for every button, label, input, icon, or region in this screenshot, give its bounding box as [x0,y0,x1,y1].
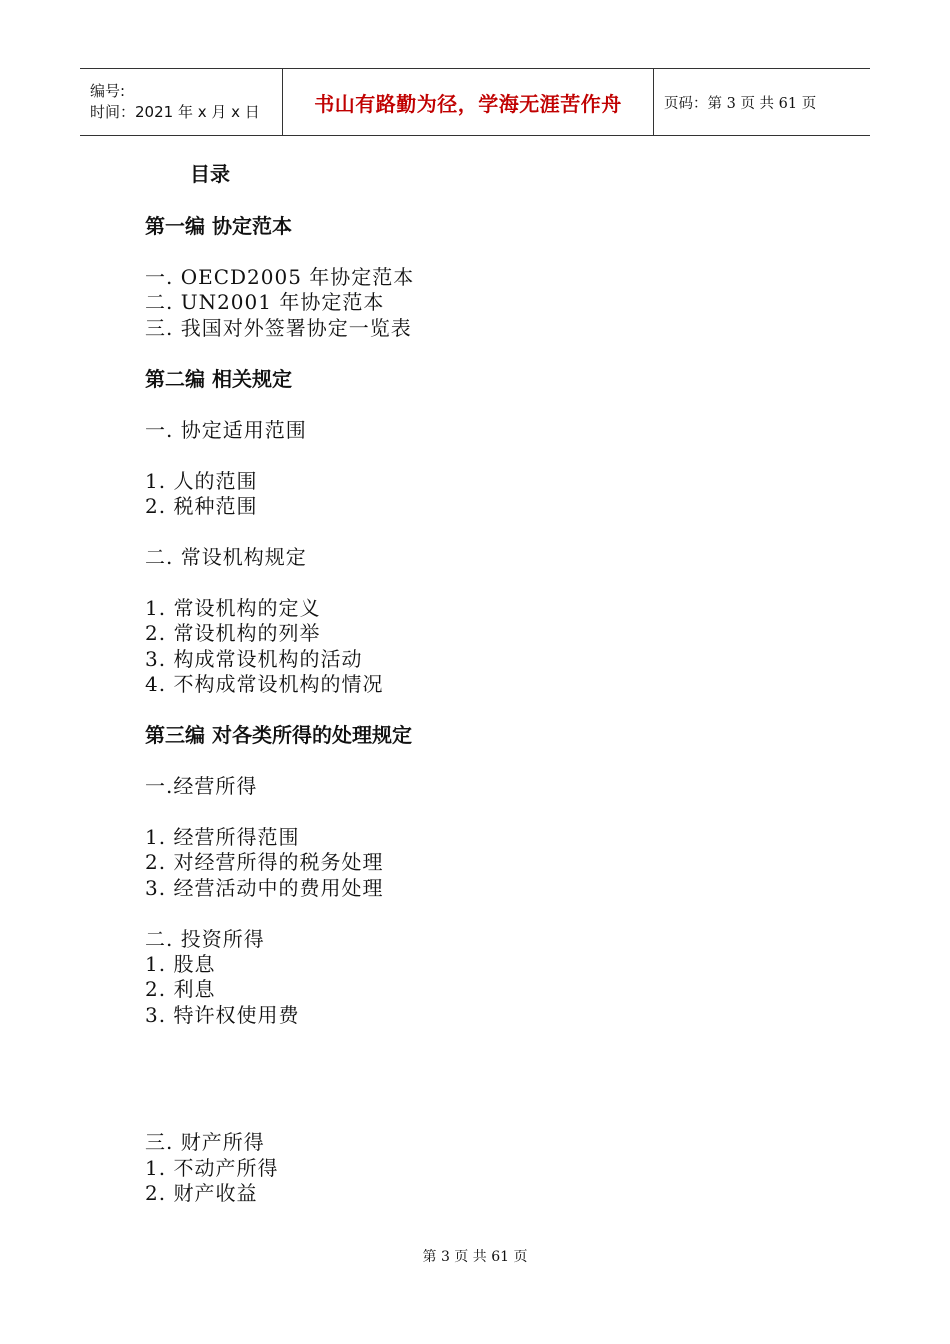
header-page-info: 页码：第 3 页 共 61 页 [664,95,817,112]
header-motto-cell [282,69,654,135]
part3-title: 第三编 对各类所得的处理规定 [145,723,412,747]
toc-title: 目录 [190,162,230,186]
toc-item: 1. 经营所得范围 [145,825,300,849]
toc-section: 三. 财产所得 [145,1130,265,1154]
header-page-info-cell [654,69,870,135]
toc-item: 1. 人的范围 [145,469,258,493]
toc-item: 2. 税种范围 [145,494,258,518]
toc-section: 一. 协定适用范围 [145,418,307,442]
toc-item: 一. OECD2005 年协定范本 [145,265,415,289]
toc-item: 三. 我国对外签署协定一览表 [145,316,412,340]
header-meta [80,69,282,135]
part2-title: 第二编 相关规定 [145,367,292,391]
toc-item: 2. 对经营所得的税务处理 [145,850,384,874]
part1-title: 第一编 协定范本 [145,214,292,238]
document-date: 时间：2021 年 x 月 x 日 [90,103,260,121]
header-motto: 书山有路勤为径，学海无涯苦作舟 [314,91,622,116]
toc-section: 一.经营所得 [145,774,258,798]
toc-item: 1. 不动产所得 [145,1156,279,1180]
toc-item: 2. 财产收益 [145,1181,258,1205]
toc-item: 3. 经营活动中的费用处理 [145,876,384,900]
page-footer: 第 3 页 共 61 页 [422,1249,528,1265]
toc-section: 二. 投资所得 [145,927,265,951]
toc-item: 2. 常设机构的列举 [145,621,321,645]
toc-item: 4. 不构成常设机构的情况 [145,672,384,696]
toc-item: 3. 特许权使用费 [145,1003,300,1027]
toc-item: 3. 构成常设机构的活动 [145,647,363,671]
toc-item: 2. 利息 [145,977,216,1001]
toc-section: 二. 常设机构规定 [145,545,307,569]
toc-item: 二. UN2001 年协定范本 [145,290,385,314]
document-number-label: 编号: [90,82,126,100]
toc-item: 1. 股息 [145,952,216,976]
page-header [80,68,870,136]
toc-item: 1. 常设机构的定义 [145,596,321,620]
